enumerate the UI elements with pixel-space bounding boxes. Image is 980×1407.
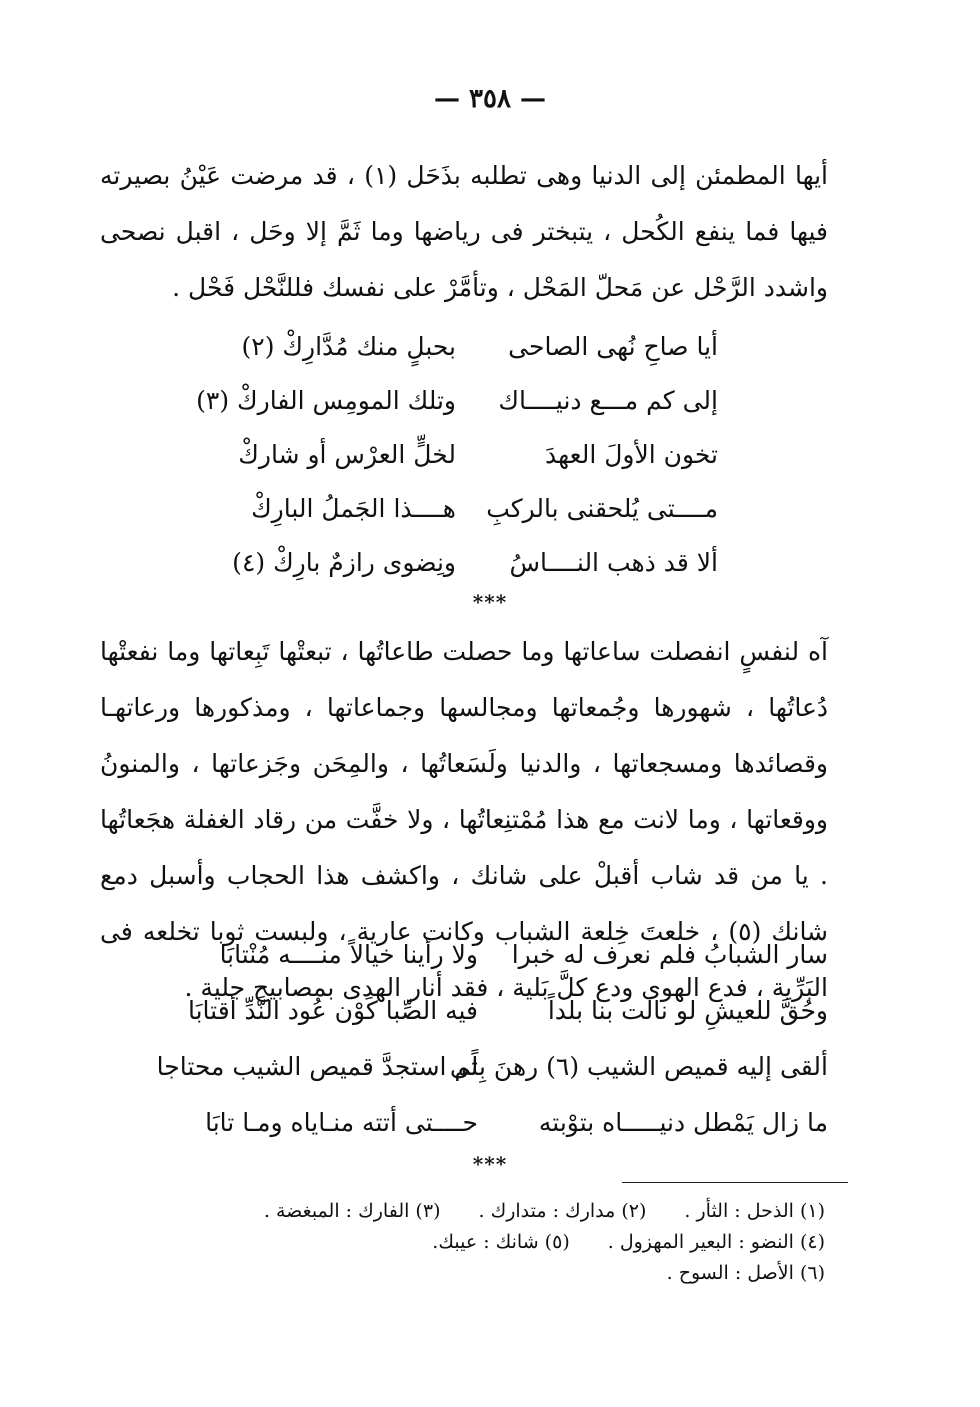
prose-paragraph-1: أيها المطمئن إلى الدنيا وهى تطلبه بذَحَل (١) ، قد مرضت عَيْنُ بصيرته فيها فما ينفع الكُحل ، يتبختر فى رياضها وما ثَمَّ إلا وحَل ، اقبل نصحى واشدد الرَّحْل عن مَحلّ المَحْل ، وتأمَّرْ على نفسك فللنَّحْل فَحْل . (100, 161, 828, 302)
poem-line (218, 481, 718, 535)
footnote-row (180, 1227, 825, 1258)
hemistich-first: مــــتى يُلحقنى بالركبِ (486, 493, 718, 523)
poem-line (118, 926, 828, 982)
hemistich-second: وتلك المومِس الفاركْ (٣) (196, 385, 456, 415)
hemistich-first: ألقى إليه قميص الشيب (٦) رهنَ بِلًى (449, 1051, 828, 1081)
hemistich-second: ولا رأينا خيالاً منــــه مُنْتابَا (219, 939, 478, 969)
hemistich-first: ما زال يَمْطل دنيـــــاه بتوْبته (538, 1107, 828, 1137)
hemistich-second: حــــتى أتته منـاياه ومـا تابَا (205, 1107, 478, 1137)
hemistich-second: هــــذا الجَملُ البارِكْ (251, 493, 456, 523)
page-number: — ٣٥٨ — (433, 84, 547, 114)
hemistich-second: فيه الصِّبا كَوْن عُود النَّدِّ أقتابَا (187, 995, 478, 1025)
footnote: (٥) شانك : عيبك. (432, 1231, 570, 1253)
hemistich-first: إلى كم مـــع دنيــــاك (498, 385, 718, 415)
footnote-rule (622, 1182, 848, 1183)
hemistich-first: وحُقَّ للعيشِ لو نالت بنا بلداً (547, 995, 828, 1025)
footnote: (٤) النضو : البعير المهزول . (607, 1231, 825, 1253)
hemistich-first: سار الشبابُ فلم نعرف له خبرا (511, 939, 828, 969)
prose-paragraph-2: آه لنفسٍ انفصلت ساعاتها وما حصلت طاعاتُها ، تبعتْها تَبِعاتها وما نفعتْها دُعاتُها ، شهورها وجُمعاتها ومجالسها وجماعاتها ، ومذكورها ورعاتهـا وقصائدها ومسجعاتها ، والدنيا ولَسَعاتُها ، والمِحَن وجَزعاتها ، والمنونُ ووقعاتها ، وما لانت مع هذا مُمْتنِعاتُها ، ولا خفَّت من رقاد الغفلة هجَعاتُها . يا من قد شاب أقبلْ على شانك ، واكشف هذا الحجاب وأسبل دمع شانك (٥) ، خلعتَ خِلعة الشباب وكانت عارية ، ولبست ثوبا تخلعه فى البَرِّية ، فدع الهوى ودع كلَّ بَلية ، فقد أنار الهدى بمصابيح جلية . (100, 637, 829, 1002)
footnote-row (180, 1196, 825, 1227)
poem-line (218, 319, 718, 373)
footnotes (180, 1196, 825, 1289)
poem-1 (196, 319, 718, 589)
hemistich-second: ثم استجدَّ قميص الشيب محتاجا (156, 1051, 478, 1081)
poem-line (196, 373, 718, 427)
poem-2 (118, 926, 828, 1150)
hemistich-first: أيا صاحِ نُهى الصاحى (508, 331, 718, 361)
footnote: (٦) الأصل : السوح . (666, 1262, 825, 1284)
poem-line (118, 1094, 828, 1150)
hemistich-first: تخون الأولَ العهدَ (545, 439, 718, 469)
poem-line (118, 982, 828, 1038)
section-separator: *** (472, 1152, 508, 1176)
section-separator: *** (472, 590, 508, 614)
hemistich-second: بحبلٍ منك مُدَّارِكْ (٢) (241, 331, 456, 361)
footnote: (٣) الفارك : المبغضة . (263, 1200, 441, 1222)
poem-line (118, 1038, 828, 1094)
poem-line (218, 427, 718, 481)
hemistich-first: ألا قد ذهب النــــاسُ (509, 547, 718, 577)
footnote: (١) الذحل : الثأر . (684, 1200, 825, 1222)
footnote-row (180, 1258, 825, 1289)
footnote: (٢) مدارك : متدارك . (478, 1200, 647, 1222)
poem-line (218, 535, 718, 589)
hemistich-second: ونِضوى رازمٌ بارِكْ (٤) (232, 547, 456, 577)
hemistich-second: لخلٍّ العرْس أو شاركْ (238, 439, 456, 469)
